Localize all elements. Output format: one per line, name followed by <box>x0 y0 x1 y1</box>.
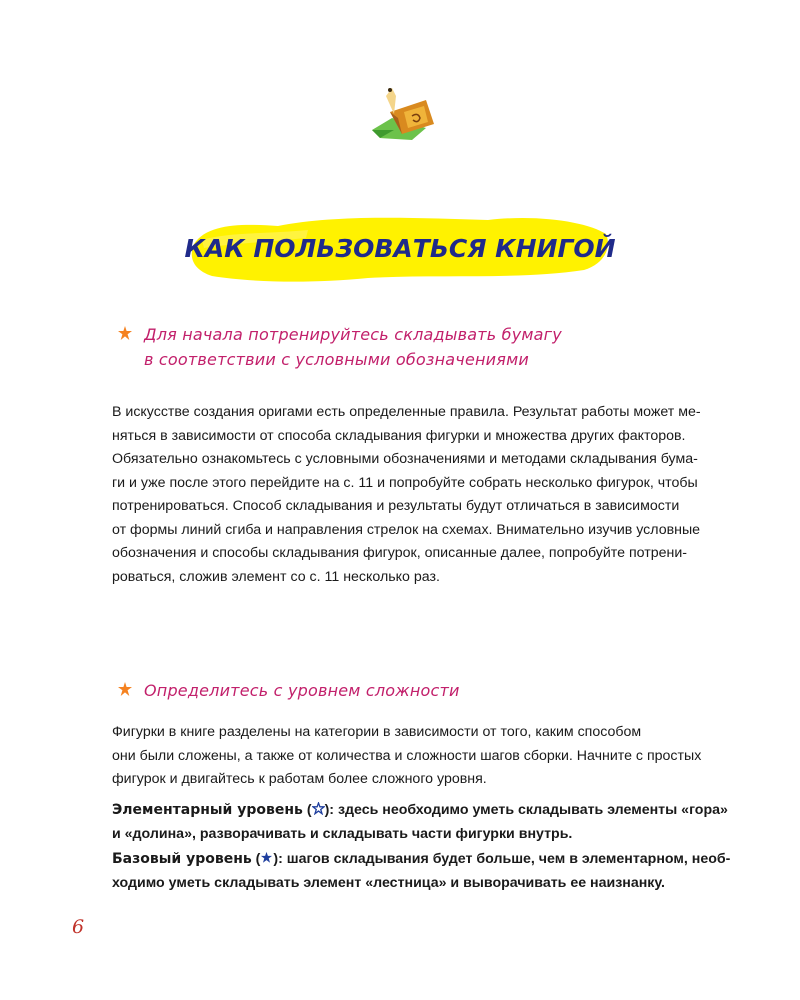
paragraph-line: обозначения и способы складывания фигурок, описанные далее, попробуйте потрени- <box>112 545 687 561</box>
section-heading-practice <box>118 322 562 372</box>
paragraph-line: ги и уже после этого перейдите на с. 11 и попробуйте собрать несколько фигурок, чтобы <box>112 474 698 491</box>
difficulty-paragraph <box>112 721 710 792</box>
orange-star-icon <box>118 682 132 696</box>
orange-star-icon <box>118 326 132 340</box>
paren-open: ( <box>251 851 261 867</box>
paragraph-line: В искусстве создания оригами есть определенные правила. Результат работы может ме- <box>112 404 701 420</box>
paragraph-line: роваться, сложив элемент со с. 11 несколько раз. <box>112 568 440 585</box>
basic-level-paragraph <box>112 848 731 895</box>
page-title: КАК ПОЛЬЗОВАТЬСЯ КНИГОЙ <box>184 233 616 263</box>
elementary-level-description: ): здесь необходимо уметь складывать элементы «гора» <box>324 802 728 818</box>
section-heading-line: Для начала потренируйтесь складывать бумагу <box>144 325 562 344</box>
paragraph-line: ходимо уметь складывать элемент «лестница» и выворачивать ее наизнанку. <box>112 874 665 891</box>
page-number: 6 <box>72 916 85 938</box>
filled-star-icon <box>260 851 273 864</box>
elementary-level-label: Элементарный уровень <box>112 802 303 818</box>
paren-open: ( <box>302 802 312 818</box>
paragraph-line: от формы линий сгиба и направления стрелок на схемах. Внимательно изучив условные <box>112 521 701 538</box>
origami-snail-icon <box>368 78 448 148</box>
paragraph-line: они были сложены, а также от количества и сложности шагов сборки. Начните с простых <box>112 747 702 764</box>
outline-star-icon <box>312 802 325 815</box>
section-heading-line: Определитесь с уровнем сложности <box>144 681 460 700</box>
section-heading-line: в соответствии с условными обозначениями <box>144 350 529 369</box>
paragraph-line: Обязательно ознакомьтесь с условными обозначениями и методами складывания бума- <box>112 451 698 467</box>
basic-level-label: Базовый уровень <box>112 851 252 867</box>
paragraph-line: няться в зависимости от способа складывания фигурки и множества других факторов. <box>112 427 686 444</box>
paragraph-line: фигурок и двигайтесь к работам более сложного уровня. <box>112 771 487 787</box>
paragraph-line: и «долина», разворачивать и складывать части фигурки внутрь. <box>112 825 573 842</box>
paragraph-line: Фигурки в книге разделены на категории в зависимости от того, каким способом <box>112 724 642 740</box>
paragraph-line: потренироваться. Способ складывания и результаты будут отличаться в зависимости <box>112 498 680 514</box>
page-title-block <box>184 204 616 292</box>
section-heading-difficulty <box>118 678 460 703</box>
basic-level-description: ): шагов складывания будет больше, чем в элементарном, необ- <box>273 851 731 867</box>
practice-paragraph <box>112 401 710 589</box>
elementary-level-paragraph <box>112 799 728 846</box>
